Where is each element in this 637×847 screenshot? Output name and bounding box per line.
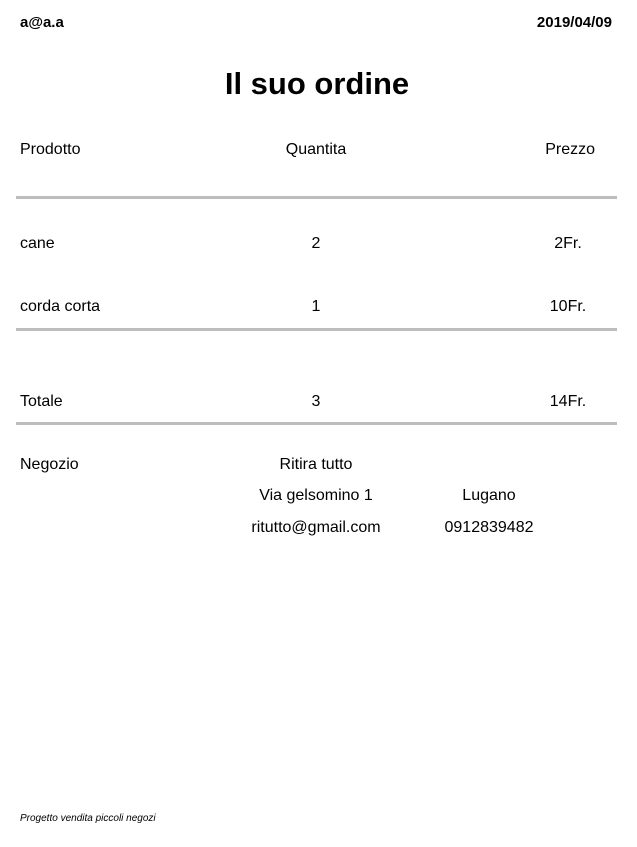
shop-address: Via gelsomino 1 (259, 487, 373, 504)
column-header-quantity: Quantita (285, 141, 347, 158)
item-price: 10Fr. (549, 298, 587, 315)
total-divider (16, 422, 617, 425)
shop-email: ritutto@gmail.com (251, 519, 381, 536)
item-quantity: 2 (311, 235, 321, 252)
item-quantity: 1 (311, 298, 321, 315)
column-header-product: Prodotto (20, 141, 81, 158)
footer-note: Progetto vendita piccoli negozi (20, 813, 156, 824)
shop-label: Negozio (20, 456, 79, 473)
item-price: 2Fr. (554, 235, 582, 252)
shop-city: Lugano (462, 487, 516, 504)
page-title: Il suo ordine (224, 66, 410, 101)
user-email: a@a.a (20, 14, 64, 31)
order-date: 2019/04/09 (536, 14, 612, 31)
header-divider (16, 196, 617, 199)
items-divider (16, 328, 617, 331)
total-label: Totale (20, 393, 63, 410)
shop-phone: 0912839482 (444, 519, 534, 536)
item-product: corda corta (20, 298, 101, 315)
shop-name: Ritira tutto (279, 456, 353, 473)
column-header-price: Prezzo (545, 141, 595, 158)
total-price: 14Fr. (549, 393, 587, 410)
total-quantity: 3 (311, 393, 321, 410)
item-product: cane (20, 235, 55, 252)
